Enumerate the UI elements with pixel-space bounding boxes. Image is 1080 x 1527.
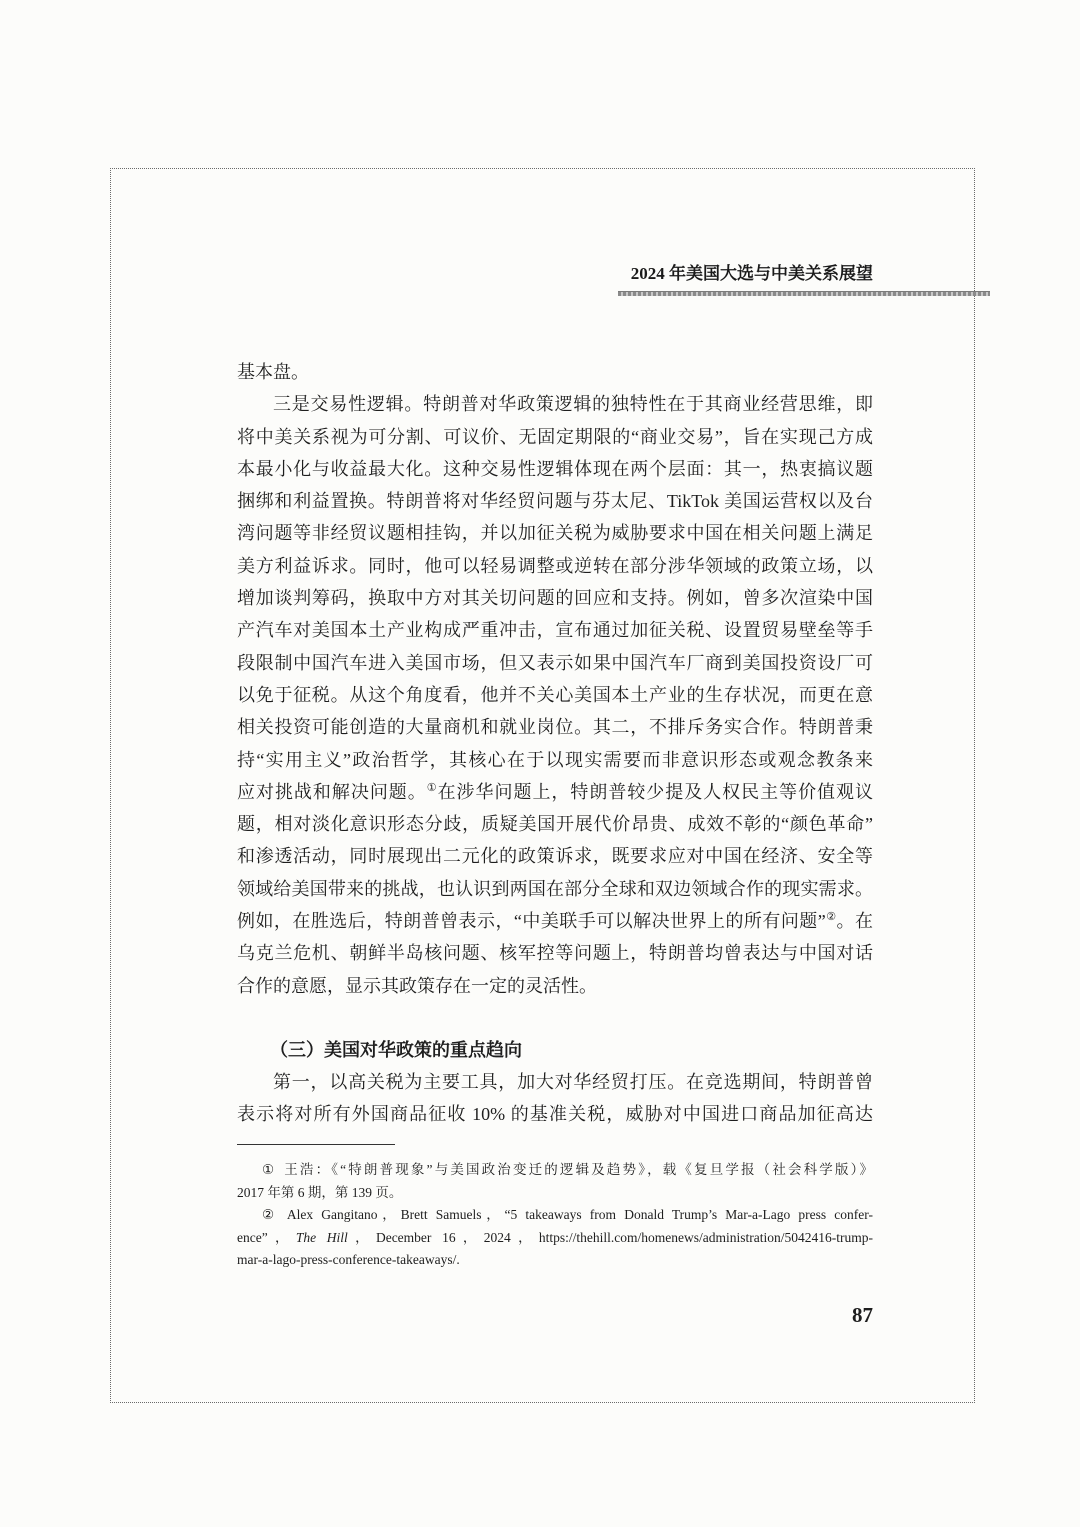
body-line: 三是交易性逻辑。特朗普对华政策逻辑的独特性在于其商业经营思维，即 <box>273 394 873 415</box>
body-line: 乌克兰危机、朝鲜半岛核问题、核军控等问题上，特朗普均曾表达与中国对话 <box>237 943 873 964</box>
running-title: 2024 年美国大选与中美关系展望 <box>630 264 873 283</box>
footnote-1-line: 2017 年第 6 期，第 139 页。 <box>237 1184 403 1200</box>
body-line: 段限制中国汽车进入美国市场，但又表示如果中国汽车厂商到美国投资设厂可 <box>237 652 873 673</box>
footnote-2-text: ence”， <box>237 1229 296 1245</box>
body-line: 捆绑和利益置换。特朗普将对华经贸问题与芬太尼、TikTok 美国运营权以及台 <box>237 491 873 512</box>
body-text <box>237 356 873 1002</box>
body-line: 产汽车对美国本土产业构成严重冲击，宣布通过加征关税、设置贸易壁垒等手 <box>237 620 873 641</box>
body-line: 和渗透活动，同时展现出二元化的政策诉求，既要求应对中国在经济、安全等 <box>237 846 873 867</box>
body-line: 湾问题等非经贸议题相挂钩，并以加征关税为威胁要求中国在相关问题上满足 <box>237 523 873 544</box>
footnote-1-line <box>237 1159 873 1182</box>
body-line: 以免于征税。从这个角度看，他并不关心美国本土产业的生存状况，而更在意 <box>237 684 873 705</box>
footnote-ref-2: ② <box>825 911 837 924</box>
body-line: 本最小化与收益最大化。这种交易性逻辑体现在两个层面：其一，热衷搞议题 <box>237 458 873 479</box>
body-line: 基本盘。 <box>237 362 309 382</box>
body-line: 第一，以高关税为主要工具，加大对华经贸打压。在竞选期间，特朗普曾 <box>273 1072 873 1092</box>
footnote-1-marker: ① <box>262 1162 277 1177</box>
footnote-2-line <box>237 1227 873 1250</box>
body-line: 表示将对所有外国商品征收 10% 的基准关税，威胁对中国进口商品加征高达 <box>237 1104 873 1125</box>
body-line: 相关投资可能创造的大量商机和就业岗位。其二，不排斥务实合作。特朗普秉 <box>237 717 873 738</box>
footnote-2-line <box>237 1204 873 1227</box>
body-line: 将中美关系视为可分割、可议价、无固定期限的“商业交易”，旨在实现己方成 <box>237 426 873 447</box>
header-rule <box>618 291 990 296</box>
footnote-2-publication-title: The Hill <box>295 1229 348 1245</box>
footnote-1-text: 王浩：《“特朗普现象”与美国政治变迁的逻辑及趋势》，载《复旦学报（社会科学版）》 <box>284 1162 874 1177</box>
body-line: 领域给美国带来的挑战，也认识到两国在部分全球和双边领域合作的现实需求。 <box>237 878 873 899</box>
body-text-section-3 <box>237 1066 873 1131</box>
footnote-2-line: mar-a-lago-press-conference-takeaways/. <box>237 1252 460 1267</box>
body-line: 合作的意愿，显示其政策存在一定的灵活性。 <box>237 975 597 996</box>
body-line <box>237 776 873 808</box>
footnotes <box>237 1159 873 1272</box>
page-number: 87 <box>852 1303 873 1327</box>
body-text-segment: 应对挑战和解决问题。 <box>237 781 427 802</box>
body-line: 美方利益诉求。同时，他可以轻易调整或逆转在部分涉华领域的政策立场，以 <box>237 555 873 576</box>
footnote-2-marker: ② <box>262 1207 279 1222</box>
body-line: 题，相对淡化意识形态分歧，质疑美国开展代价昂贵、成效不彰的“颜色革命” <box>237 814 873 835</box>
body-text-segment: 例如，在胜选后，特朗普曾表示，“中美联手可以解决世界上的所有问题” <box>237 911 826 932</box>
body-text-segment: 。在 <box>836 911 873 932</box>
section-heading: （三）美国对华政策的重点趋向 <box>270 1040 522 1060</box>
footnote-ref-1: ① <box>426 781 438 794</box>
body-line: 增加谈判筹码，换取中方对其关切问题的回应和支持。例如，曾多次渲染中国 <box>237 588 873 609</box>
body-text-segment: 在涉华问题上，特朗普较少提及人权民主等价值观议 <box>437 781 873 802</box>
body-line: 持“实用主义”政治哲学，其核心在于以现实需要而非意识形态或观念教条来 <box>237 749 873 770</box>
footnote-2-text: Alex Gangitano，Brett Samuels，“5 takeaways from Donald Trump’s Mar-a-Lago press confer- <box>286 1207 873 1222</box>
footnote-2-text: ，December 16，2024，https://thehill.com/homenews/administration/5042416-trump- <box>347 1229 873 1245</box>
body-line <box>237 905 873 937</box>
footnote-rule <box>237 1144 395 1145</box>
